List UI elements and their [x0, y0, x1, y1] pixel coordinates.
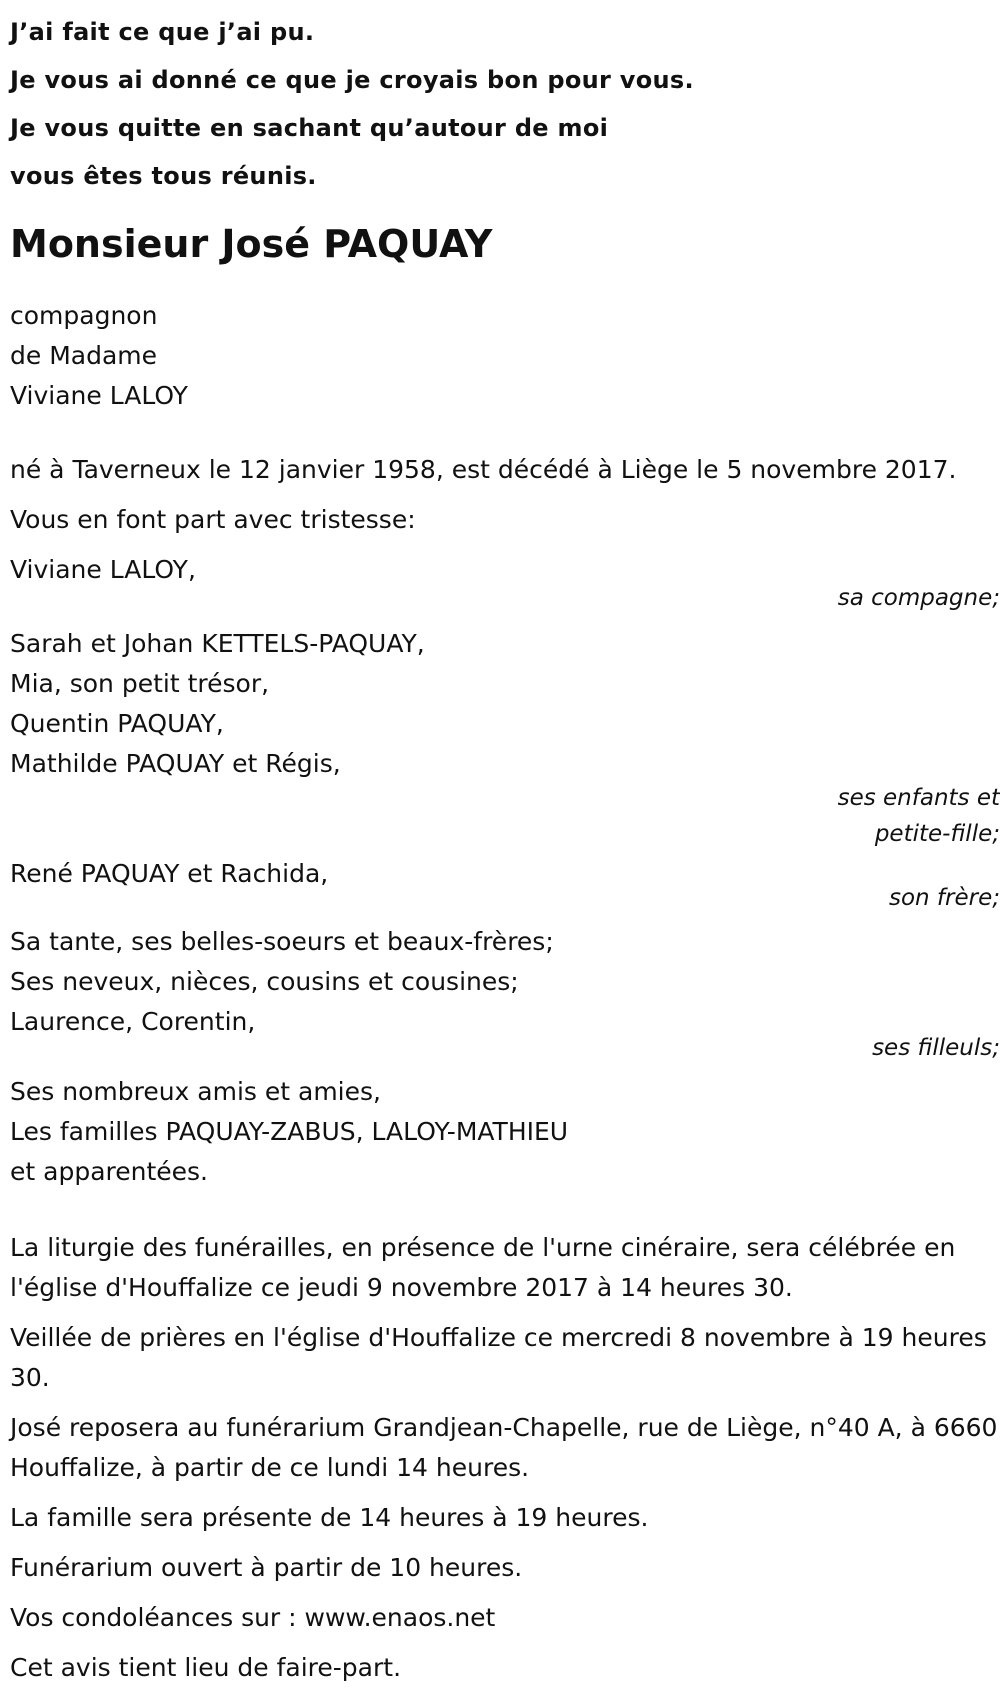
poem-line: vous êtes tous réunis. — [10, 162, 317, 190]
family-group-friends — [10, 1072, 990, 1192]
family-name: Mathilde PAQUAY et Régis, — [10, 749, 341, 778]
companion-block — [10, 296, 990, 416]
poem-line: Je vous ai donné ce que je croyais bon pour vous. — [10, 66, 694, 94]
companion-line: de Madame — [10, 341, 158, 370]
funeral-paragraph: La liturgie des funérailles, en présence de l'urne cinéraire, sera célébrée en l'église d'Houffalize ce jeudi 9 novembre 2017 à 14 heures 30. — [10, 1233, 956, 1302]
funeral-details — [10, 1228, 998, 1688]
relation-label: ses filleuls; — [872, 1035, 1000, 1061]
family-name: Ses nombreux amis et amies, — [10, 1077, 381, 1106]
relation-label: son frère; — [888, 885, 1000, 911]
poem-line: Je vous quitte en sachant qu’autour de moi — [10, 114, 609, 142]
relation-label: ses enfants et — [837, 785, 1000, 811]
funeral-paragraph: Cet avis tient lieu de faire-part. — [10, 1653, 402, 1682]
funeral-paragraph: Funérarium ouvert à partir de 10 heures. — [10, 1553, 523, 1582]
relation-label: sa compagne; — [837, 585, 1000, 611]
family-name: Viviane LALOY, — [10, 555, 196, 584]
poem — [10, 0, 990, 200]
family-name: et apparentées. — [10, 1157, 208, 1186]
family-name: Sarah et Johan KETTELS-PAQUAY, — [10, 629, 425, 658]
family-name: Sa tante, ses belles-soeurs et beaux-frères; — [10, 927, 554, 956]
relation-label: petite-fille; — [874, 821, 1000, 847]
family-name: Laurence, Corentin, — [10, 1007, 256, 1036]
family-group-children — [10, 624, 990, 784]
funeral-paragraph: Veillée de prières en l'église d'Houffalize ce mercredi 8 novembre à 19 heures 30. — [10, 1323, 987, 1392]
funeral-paragraph: Vos condoléances sur : www.enaos.net — [10, 1603, 496, 1632]
companion-line: compagnon — [10, 301, 158, 330]
family-name: René PAQUAY et Rachida, — [10, 859, 329, 888]
deceased-name: Monsieur José PAQUAY — [10, 222, 493, 266]
family-group-extended — [10, 922, 990, 1042]
funeral-paragraph: La famille sera présente de 14 heures à 19 heures. — [10, 1503, 649, 1532]
birth-death: né à Taverneux le 12 janvier 1958, est décédé à Liège le 5 novembre 2017. — [10, 455, 957, 484]
family-name: Ses neveux, nièces, cousins et cousines; — [10, 967, 519, 996]
family-name: Mia, son petit trésor, — [10, 669, 270, 698]
announcement-intro: Vous en font part avec tristesse: — [10, 505, 416, 534]
funeral-paragraph: José reposera au funérarium Grandjean-Chapelle, rue de Liège, n°40 A, à 6660 Houffalize, à partir de ce lundi 14 heures. — [10, 1413, 998, 1482]
family-name: Les familles PAQUAY-ZABUS, LALOY-MATHIEU — [10, 1117, 569, 1146]
companion-line: Viviane LALOY — [10, 381, 188, 410]
family-name: Quentin PAQUAY, — [10, 709, 224, 738]
poem-line: J’ai fait ce que j’ai pu. — [10, 18, 315, 46]
